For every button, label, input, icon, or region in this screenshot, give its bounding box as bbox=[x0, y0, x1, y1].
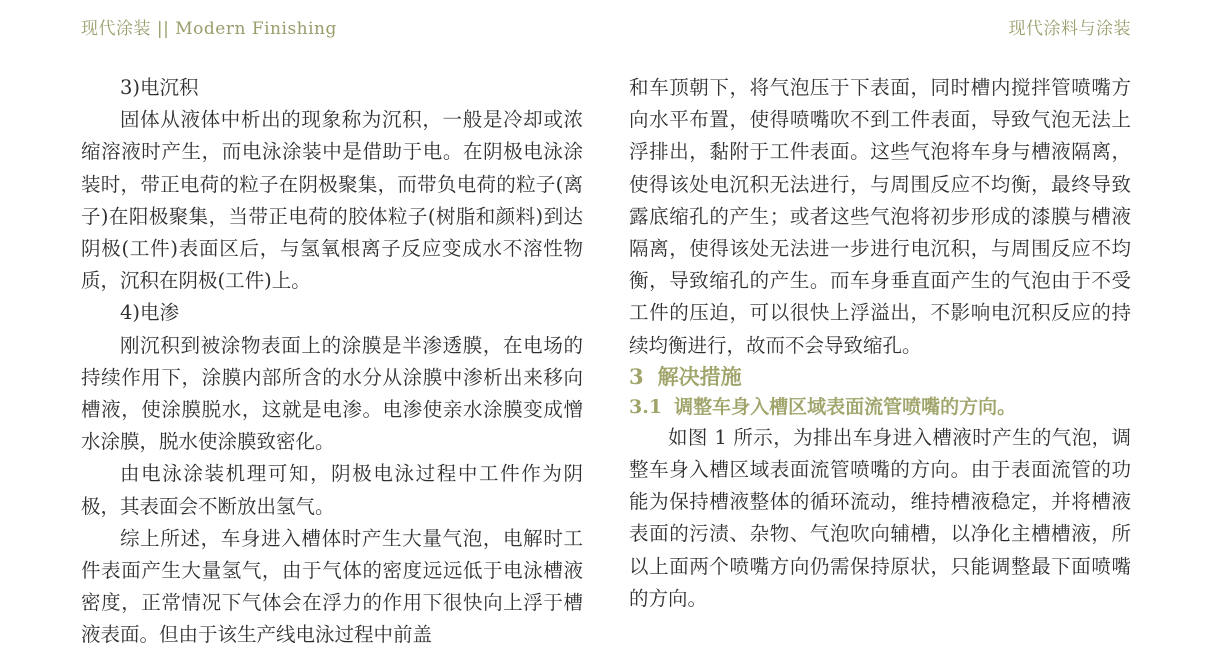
paragraph-hydrogen: 由电泳涂装机理可知，阴极电泳过程中工件作为阴极，其表面会不断放出氢气。 bbox=[81, 462, 583, 518]
section-heading-3 bbox=[629, 362, 1131, 392]
subheading-electrodeposition: 3)电沉积 bbox=[120, 76, 199, 99]
paragraph-continuation: 和车顶朝下，将气泡压于下表面，同时槽内搅拌管喷嘴方向水平布置，使得喷嘴吹不到工件表面，导致气泡无法上浮排出，黏附于工件表面。这些气泡将车身与槽液隔离，使得该处电沉积无法进行，与周围反应不均衡，最终导致露底缩孔的产生；或者这些气泡将初步形成的漆膜与槽液隔离，使得该处无法进一步进行电沉积，与周围反应不均衡，导致缩孔的产生。而车身垂直面产生的气泡由于不受工件的压迫，可以很快上浮溢出，不影响电沉积反应的持续均衡进行，故而不会导致缩孔。 bbox=[629, 76, 1131, 357]
section-number: 3 bbox=[629, 363, 644, 389]
right-column bbox=[629, 72, 1131, 615]
paragraph-figure-reference: 如图 1 所示，为排出车身进入槽液时产生的气泡，调整车身入槽区域表面流管喷嘴的方向。由于表面流管的功能为保持槽液整体的循环流动，维持槽液稳定，并将槽液表面的污渍、杂物、气泡吹向辅槽，以净化主槽槽液，所以上面两个喷嘴方向仍需保持原状，只能调整最下面喷嘴的方向。 bbox=[629, 425, 1131, 610]
running-header-right: 现代涂料与涂装 bbox=[1008, 19, 1131, 39]
paragraph-electrodeposition: 固体从液体中析出的现象称为沉积，一般是冷却或浓缩溶液时产生，而电泳涂装中是借助于电。在阴极电泳涂装时，带正电荷的粒子在阴极聚集，而带负电荷的粒子(离子)在阳极聚集，当带正电荷的胶体粒子(树脂和颜料)到达阴极(工件)表面区后，与氢氧根离子反应变成水不溶性物质，沉积在阴极(工件)上。 bbox=[81, 108, 583, 293]
subsection-title: 调整车身入槽区域表面流管喷嘴的方向。 bbox=[674, 395, 1017, 418]
running-header-left: 现代涂装 || Modern Finishing bbox=[81, 19, 337, 39]
paragraph-summary: 综上所述，车身进入槽体时产生大量气泡，电解时工件表面产生大量氢气，由于气体的密度远远低于电泳槽液密度，正常情况下气体会在浮力的作用下很快向上浮于槽液表面。但由于该生产线电泳过程中前盖 bbox=[81, 526, 583, 647]
left-column bbox=[81, 72, 583, 652]
subsection-heading-3-1 bbox=[629, 392, 1131, 422]
paragraph-electroosmosis: 刚沉积到被涂物表面上的涂膜是半渗透膜，在电场的持续作用下，涂膜内部所含的水分从涂膜中渗析出来移向槽液，使涂膜脱水，这就是电渗。电渗使亲水涂膜变成憎水涂膜，脱水使涂膜致密化。 bbox=[81, 333, 583, 454]
subheading-electroosmosis: 4)电渗 bbox=[120, 301, 180, 325]
subsection-number: 3.1 bbox=[629, 395, 663, 418]
section-title: 解决措施 bbox=[657, 363, 742, 389]
